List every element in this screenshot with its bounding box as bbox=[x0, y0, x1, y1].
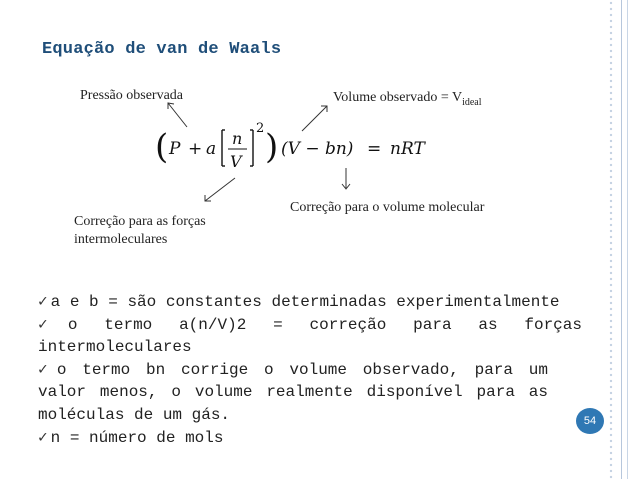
bullet-item bbox=[38, 314, 582, 359]
force-correction-arrow bbox=[205, 178, 235, 201]
bullet-list bbox=[38, 291, 582, 449]
equation-P: P bbox=[169, 139, 181, 159]
force-correction-line2: intermoleculares bbox=[74, 232, 168, 247]
bullet-text: n = número de mols bbox=[50, 428, 224, 447]
bullet-text: o termo bn corrige o volume observado, para um valor menos, o volume realmente disponível para as moléculas de um gás. bbox=[38, 360, 548, 424]
equation-exponent: 2 bbox=[256, 121, 265, 136]
bullet-item bbox=[38, 291, 582, 314]
checkmark-icon: ✓ bbox=[38, 293, 48, 311]
equation-n: n bbox=[232, 129, 243, 148]
page-number-badge: 54 bbox=[576, 408, 604, 434]
bullet-item bbox=[38, 359, 582, 427]
equation-rhs: nRT bbox=[390, 139, 425, 159]
volume-correction-label: Correção para o volume molecular bbox=[290, 200, 485, 215]
pressure-label: Pressão observada bbox=[80, 88, 184, 103]
bullet-text: a e b = são constantes determinadas experimentalmente bbox=[50, 293, 560, 311]
checkmark-icon: ✓ bbox=[38, 315, 65, 334]
equation-open-paren: ( bbox=[155, 127, 169, 167]
van-der-waals-equation bbox=[155, 112, 445, 174]
checkmark-icon: ✓ bbox=[38, 360, 54, 379]
bullet-text: o termo a(n/V)2 = correção para as forças intermoleculares bbox=[38, 315, 582, 357]
equation-close-paren: ) bbox=[265, 127, 279, 167]
bullet-item bbox=[38, 427, 582, 450]
equation-equals: = bbox=[367, 139, 382, 159]
volume-label-subscript: ideal bbox=[462, 96, 482, 108]
equation-V: V bbox=[230, 152, 242, 171]
slide-title: Equação de van de Waals bbox=[42, 40, 282, 59]
volume-label-text: Volume observado = V bbox=[333, 90, 463, 105]
equation-plus: + bbox=[188, 139, 203, 159]
equation-a: a bbox=[206, 139, 217, 159]
force-correction-line1: Correção para as forças bbox=[74, 214, 206, 229]
equation-volume-factor: (V − bn) bbox=[281, 139, 354, 159]
checkmark-icon: ✓ bbox=[38, 428, 48, 447]
force-correction-label bbox=[74, 213, 206, 249]
